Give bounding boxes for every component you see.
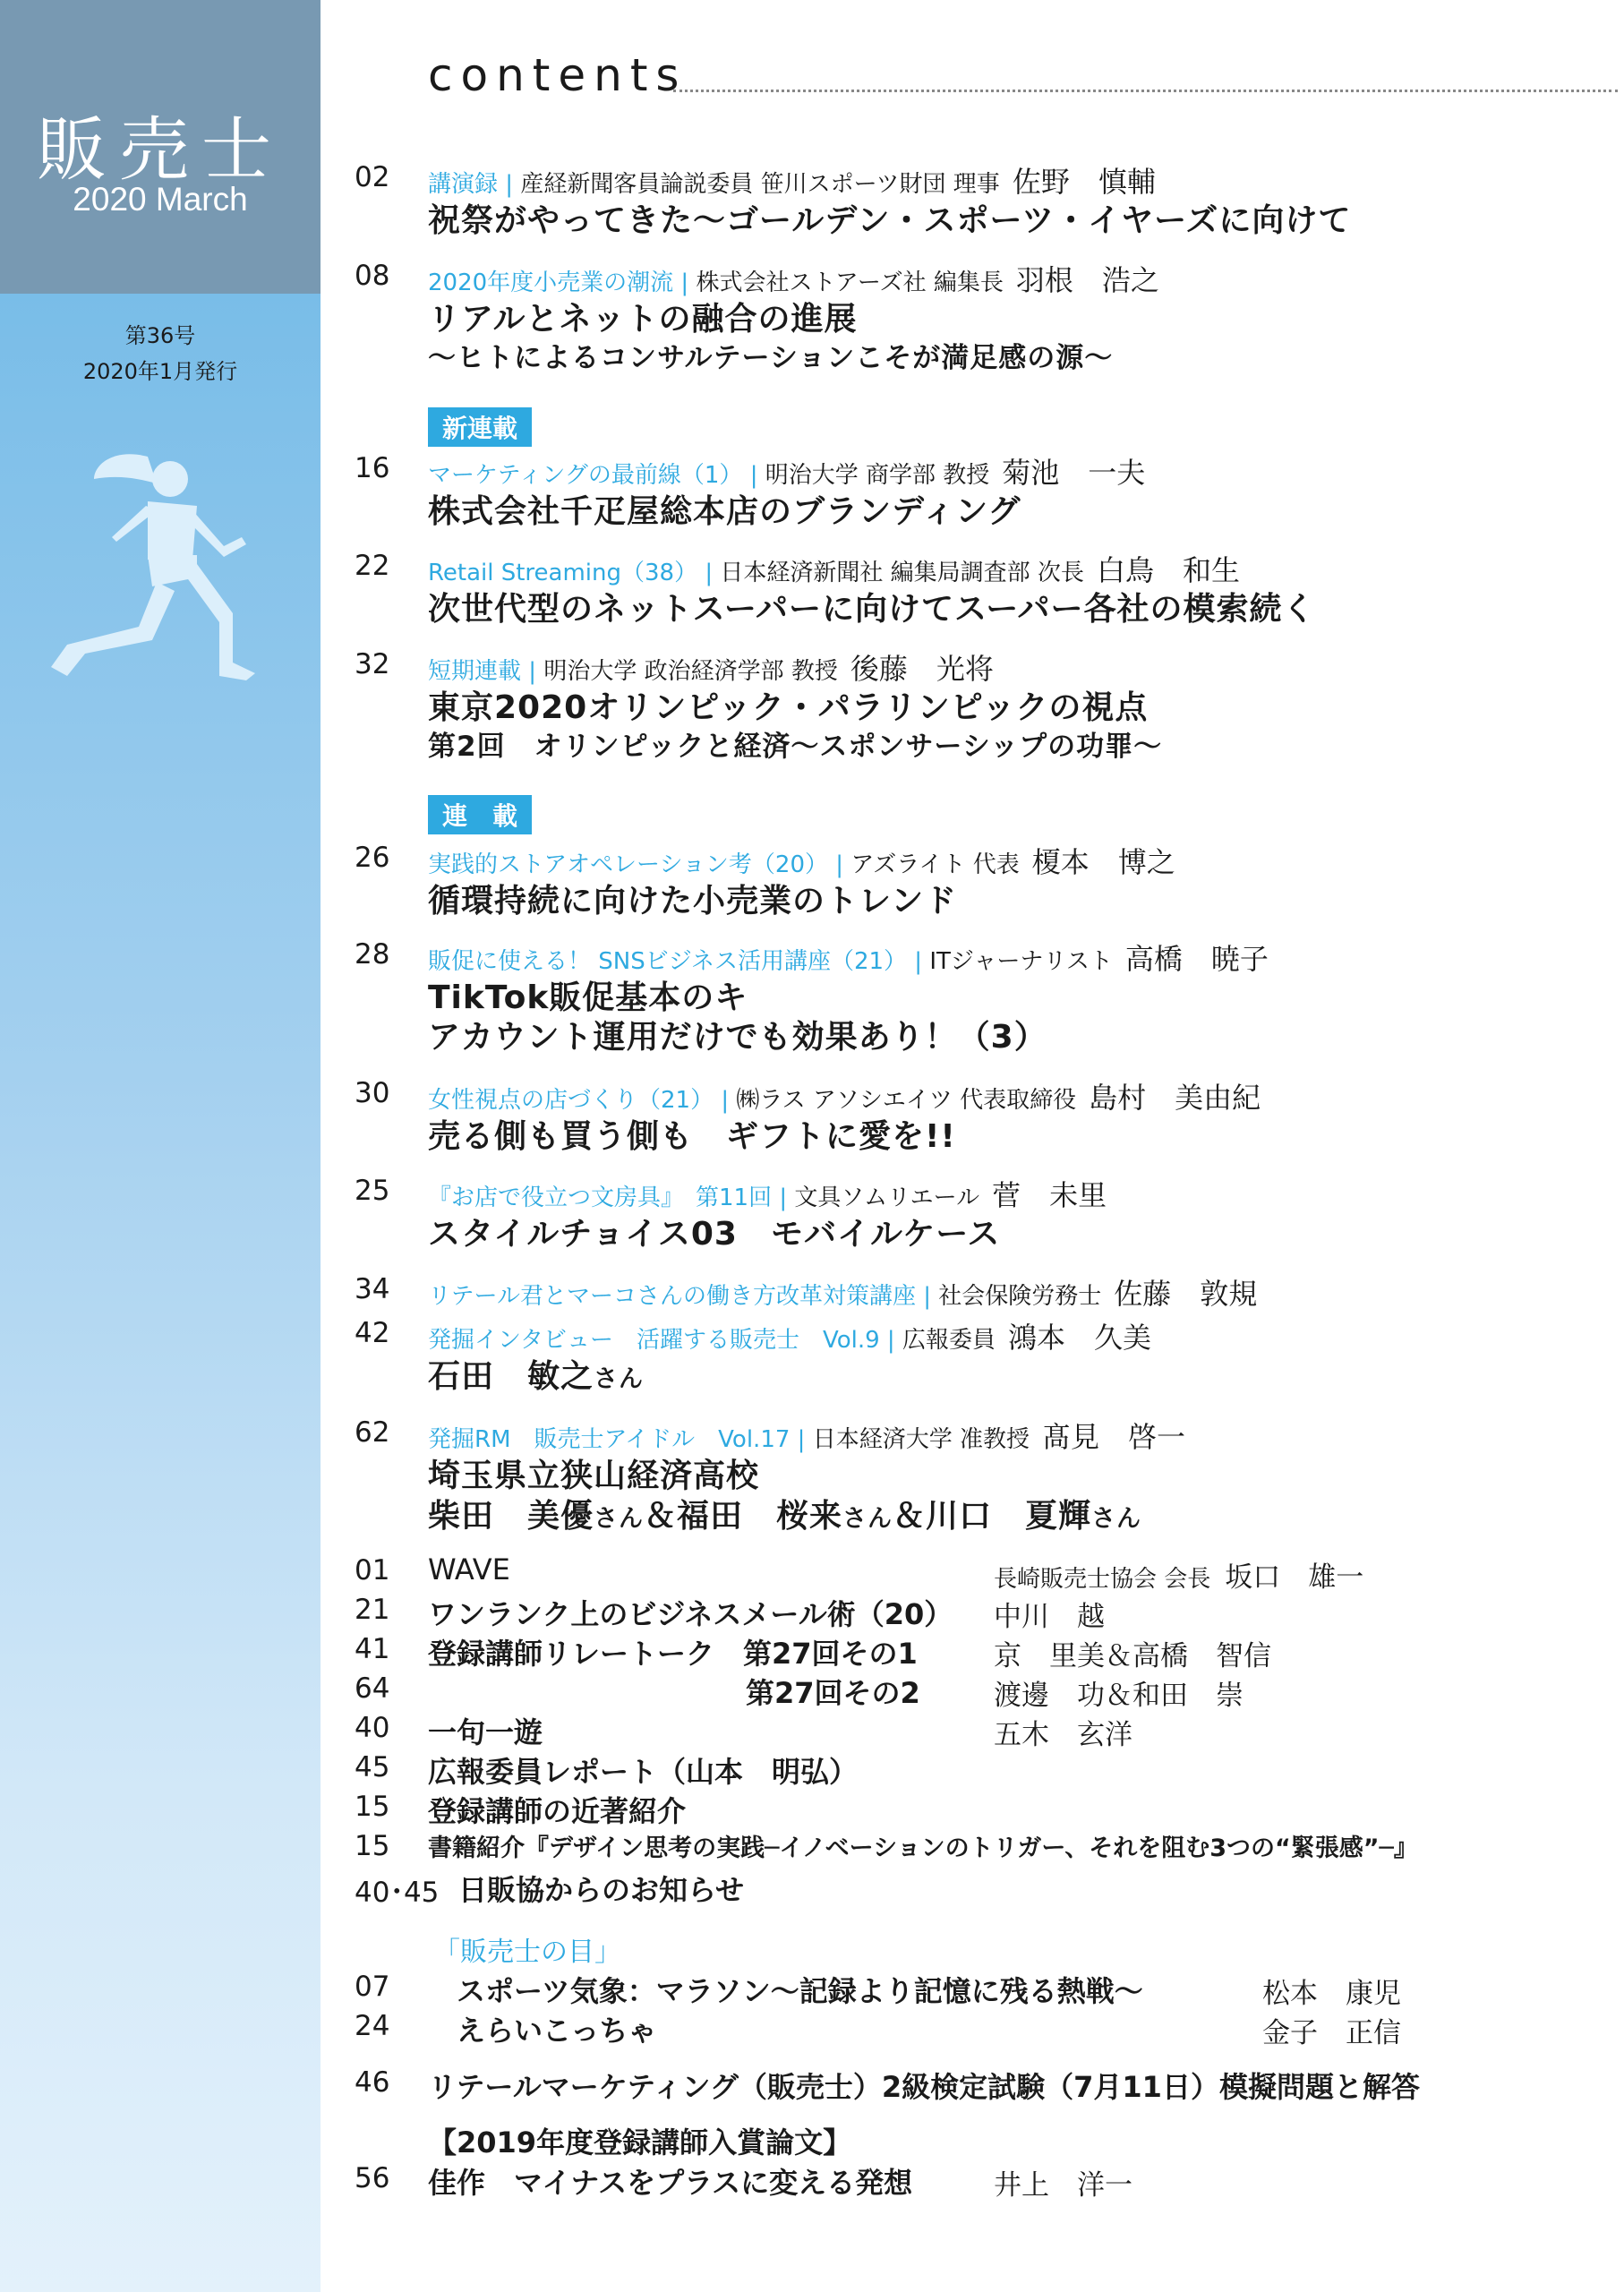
award-label: 【2019年度登録講師入賞論文】 <box>428 2125 852 2159</box>
sidebar-header <box>0 0 321 294</box>
author: 菅 未里 <box>992 1178 1107 1212</box>
eye-section-label: 「販売士の目」 <box>433 1937 621 1968</box>
author: 坂口 雄一 <box>1225 1561 1364 1594</box>
series-name: Retail Streaming（38） <box>428 560 698 586</box>
series-name: 販促に使える！ SNSビジネス活用講座（21） <box>428 948 908 975</box>
page-number: 40 <box>355 1712 390 1744</box>
article-title[interactable]: 東京2020オリンピック・パラリンピックの視点 <box>428 689 1149 726</box>
entry-byline: 講演録 | 産経新聞客員論説委員 笹川スポーツ財団 理事 佐野 慎輔 <box>428 165 1156 199</box>
regular-title[interactable]: 日販協からのお知らせ <box>458 1873 745 1907</box>
author: 白鳥 和生 <box>1096 553 1240 587</box>
series-name: マーケティングの最前線（1） <box>428 462 743 489</box>
series-name: リテール君とマーコさんの働き方改革対策講座 <box>428 1283 916 1310</box>
article-title[interactable]: 祝祭がやってきた～ゴールデン・スポーツ・イヤーズに向けて <box>428 202 1352 239</box>
page-number: 64 <box>355 1672 390 1705</box>
author: 髙見 啓一 <box>1041 1420 1185 1454</box>
affiliation: 文具ソムリエール <box>794 1184 980 1211</box>
author: 後藤 光将 <box>850 652 994 686</box>
sidebar <box>0 0 321 2292</box>
author: 井上 洋一 <box>994 2169 1133 2202</box>
entry-byline: 『お店で役立つ文房具』 第11回 | 文具ソムリエール 菅 未里 <box>428 1178 1107 1212</box>
entry-byline: リテール君とマーコさんの働き方改革対策講座 | 社会保険労務士 佐藤 敦規 <box>428 1277 1258 1311</box>
honorific: さん <box>1091 1505 1142 1533</box>
contents-heading: contents <box>428 49 688 101</box>
author: 五木 玄洋 <box>994 1719 1133 1751</box>
regular-title[interactable]: ワンランク上のビジネスメール術（20） <box>428 1597 953 1631</box>
series-name: 発掘インタビュー 活躍する販売士 Vol.9 <box>428 1327 880 1354</box>
page-number: 15 <box>355 1791 390 1823</box>
author: 渡邊 功＆和田 崇 <box>994 1680 1244 1712</box>
eye-title[interactable]: えらいこっちゃ <box>457 2014 657 2048</box>
author: 佐藤 敦規 <box>1114 1277 1258 1311</box>
series-name: 実践的ストアオペレーション考（20） <box>428 851 829 878</box>
new-series-badge: 新連載 <box>428 407 532 447</box>
article-title[interactable] <box>428 1351 644 1397</box>
author: 羽根 浩之 <box>1015 263 1159 297</box>
page-number: 40･45 <box>355 1877 440 1909</box>
article-title[interactable]: 循環持続に向けた小売業のトレンド <box>428 883 958 919</box>
page-number: 45 <box>355 1751 390 1783</box>
regular-title[interactable]: 第27回その2 <box>746 1676 920 1710</box>
series-name: 女性視点の店づくり（21） <box>428 1087 714 1114</box>
series-name: 短期連載 <box>428 658 522 685</box>
interviewee-name: 石田 敏之 <box>428 1358 594 1395</box>
affiliation: 株式会社ストアーズ社 編集長 <box>696 269 1004 296</box>
page-number: 30 <box>355 1077 390 1109</box>
article-title[interactable]: スタイルチョイス03 モバイルケース <box>428 1216 1001 1253</box>
page-number: 62 <box>355 1416 390 1449</box>
article-title[interactable]: 埼玉県立狭山経済高校 <box>428 1458 760 1494</box>
article-subtitle: 第2回 オリンピックと経済～スポンサーシップの功罪～ <box>428 731 1163 763</box>
honorific: さん <box>842 1505 893 1533</box>
affiliation: 日本経済新聞社 編集局調査部 次長 <box>720 560 1084 586</box>
runner-illustration <box>40 439 282 698</box>
name: ＆福田 桜来 <box>644 1498 843 1535</box>
affiliation: ITジャーナリスト <box>929 948 1113 975</box>
name: ＆川口 夏輝 <box>893 1498 1092 1535</box>
author: 松本 康児 <box>1262 1978 1401 2010</box>
article-names <box>428 1491 1141 1536</box>
entry-byline: 実践的ストアオペレーション考（20） | アズライト 代表 榎本 博之 <box>428 845 1175 879</box>
series-name: 発掘RM 販売士アイドル Vol.17 <box>428 1426 791 1453</box>
page-number: 16 <box>355 452 390 484</box>
article-subtitle: ～ヒトによるコンサルテーションこそが満足感の源～ <box>428 342 1114 374</box>
honorific: さん <box>594 1505 645 1533</box>
page-number: 15 <box>355 1830 390 1862</box>
entry-byline: Retail Streaming（38） | 日本経済新聞社 編集局調査部 次長 白鳥 和生 <box>428 553 1240 587</box>
author: 佐野 慎輔 <box>1012 165 1156 199</box>
article-title[interactable]: 売る側も買う側も ギフトに愛を!! <box>428 1118 956 1155</box>
regular-title[interactable]: 書籍紹介『デザイン思考の実践─イノベーションのトリガー、それを阻む3つの“緊張感”─』 <box>428 1834 1418 1862</box>
issue-date: 2020 March <box>73 181 248 218</box>
entry-byline: 発掘インタビュー 活躍する販売士 Vol.9 | 広報委員 鴻本 久美 <box>428 1321 1151 1355</box>
entry-byline: マーケティングの最前線（1） | 明治大学 商学部 教授 菊池 一夫 <box>428 456 1146 490</box>
author: 金子 正信 <box>1262 2017 1401 2049</box>
magazine-title: 販売士 <box>36 110 284 191</box>
entry-byline: 女性視点の店づくり（21） | ㈱ラス アソシエイツ 代表取締役 島村 美由紀 <box>428 1081 1261 1115</box>
heading-rule <box>673 90 1618 92</box>
entry-byline: 2020年度小売業の潮流 | 株式会社ストアーズ社 編集長 羽根 浩之 <box>428 263 1159 297</box>
affiliation: 産経新聞客員論説委員 笹川スポーツ財団 理事 <box>520 171 1000 198</box>
article-title[interactable]: TikTok販促基本のキ <box>428 979 748 1016</box>
award-title[interactable]: 佳作 マイナスをプラスに変える発想 <box>428 2166 913 2200</box>
page-number: 02 <box>355 161 390 193</box>
article-subtitle: アカウント運用だけでも効果あり！（3） <box>428 1019 1047 1056</box>
affiliation: アズライト 代表 <box>850 851 1020 878</box>
page-number: 24 <box>355 2010 390 2042</box>
article-title[interactable]: 次世代型のネットスーパーに向けてスーパー各社の模索続く <box>428 591 1316 628</box>
regular-title[interactable]: 一句一遊 <box>428 1715 543 1749</box>
author: 鴻本 久美 <box>1007 1321 1151 1355</box>
series-badge: 連 載 <box>428 795 532 834</box>
author: 菊池 一夫 <box>1002 456 1146 490</box>
regular-title[interactable]: WAVE <box>428 1552 510 1586</box>
page-number: 46 <box>355 2066 390 2099</box>
entry-byline: 短期連載 | 明治大学 政治経済学部 教授 後藤 光将 <box>428 652 994 686</box>
page-number: 25 <box>355 1175 390 1207</box>
page-number: 22 <box>355 550 390 582</box>
author-line <box>994 1554 1363 1595</box>
page-number: 28 <box>355 938 390 971</box>
page-number: 56 <box>355 2162 390 2194</box>
exam-title[interactable]: リテールマーケティング（販売士）2級検定試験（7月11日）模擬問題と解答 <box>428 2070 1420 2104</box>
affiliation: ㈱ラス アソシエイツ 代表取締役 <box>736 1087 1077 1114</box>
article-title[interactable]: 株式会社千疋屋総本店のブランディング <box>428 493 1021 530</box>
page-number: 41 <box>355 1633 390 1665</box>
author: 中川 越 <box>994 1601 1105 1633</box>
page-number: 08 <box>355 260 390 292</box>
affiliation: 明治大学 商学部 教授 <box>765 462 990 489</box>
affiliation: 広報委員 <box>902 1327 996 1354</box>
name: 柴田 美優 <box>428 1498 594 1535</box>
page-number: 42 <box>355 1317 390 1349</box>
issue-published: 2020年1月発行 <box>82 359 238 384</box>
regular-title[interactable]: 登録講師の近著紹介 <box>428 1794 687 1828</box>
series-name: 『お店で役立つ文房具』 第11回 <box>428 1184 773 1211</box>
series-name: 講演録 <box>428 171 499 198</box>
regular-title[interactable]: 広報委員レポート（山本 明弘） <box>428 1755 859 1789</box>
affiliation: 社会保険労務士 <box>938 1283 1102 1310</box>
affiliation: 日本経済大学 准教授 <box>812 1426 1030 1453</box>
affiliation: 長崎販売士協会 会長 <box>994 1566 1211 1593</box>
author: 京 里美＆高橋 智信 <box>994 1640 1271 1672</box>
page-number: 01 <box>355 1554 390 1586</box>
page-number: 07 <box>355 1971 390 2003</box>
page-number: 32 <box>355 648 390 680</box>
series-name: 2020年度小売業の潮流 <box>428 269 674 296</box>
issue-number: 第36号 <box>124 323 196 348</box>
regular-title[interactable]: 登録講師リレートーク 第27回その1 <box>428 1637 918 1671</box>
honorific: さん <box>594 1365 645 1393</box>
affiliation: 明治大学 政治経済学部 教授 <box>543 658 838 685</box>
entry-byline: 販促に使える！ SNSビジネス活用講座（21） | ITジャーナリスト 高橋 暁子 <box>428 942 1269 976</box>
article-title[interactable]: リアルとネットの融合の進展 <box>428 301 858 338</box>
page-number: 34 <box>355 1273 390 1305</box>
author: 島村 美由紀 <box>1089 1081 1261 1115</box>
entry-byline: 発掘RM 販売士アイドル Vol.17 | 日本経済大学 准教授 髙見 啓一 <box>428 1420 1185 1454</box>
eye-title[interactable]: スポーツ気象：マラソン～記録より記憶に残る熱戦～ <box>457 1974 1143 2008</box>
page-number: 26 <box>355 842 390 874</box>
page-number: 21 <box>355 1594 390 1626</box>
author: 高橋 暁子 <box>1124 942 1269 976</box>
author: 榎本 博之 <box>1031 845 1175 879</box>
